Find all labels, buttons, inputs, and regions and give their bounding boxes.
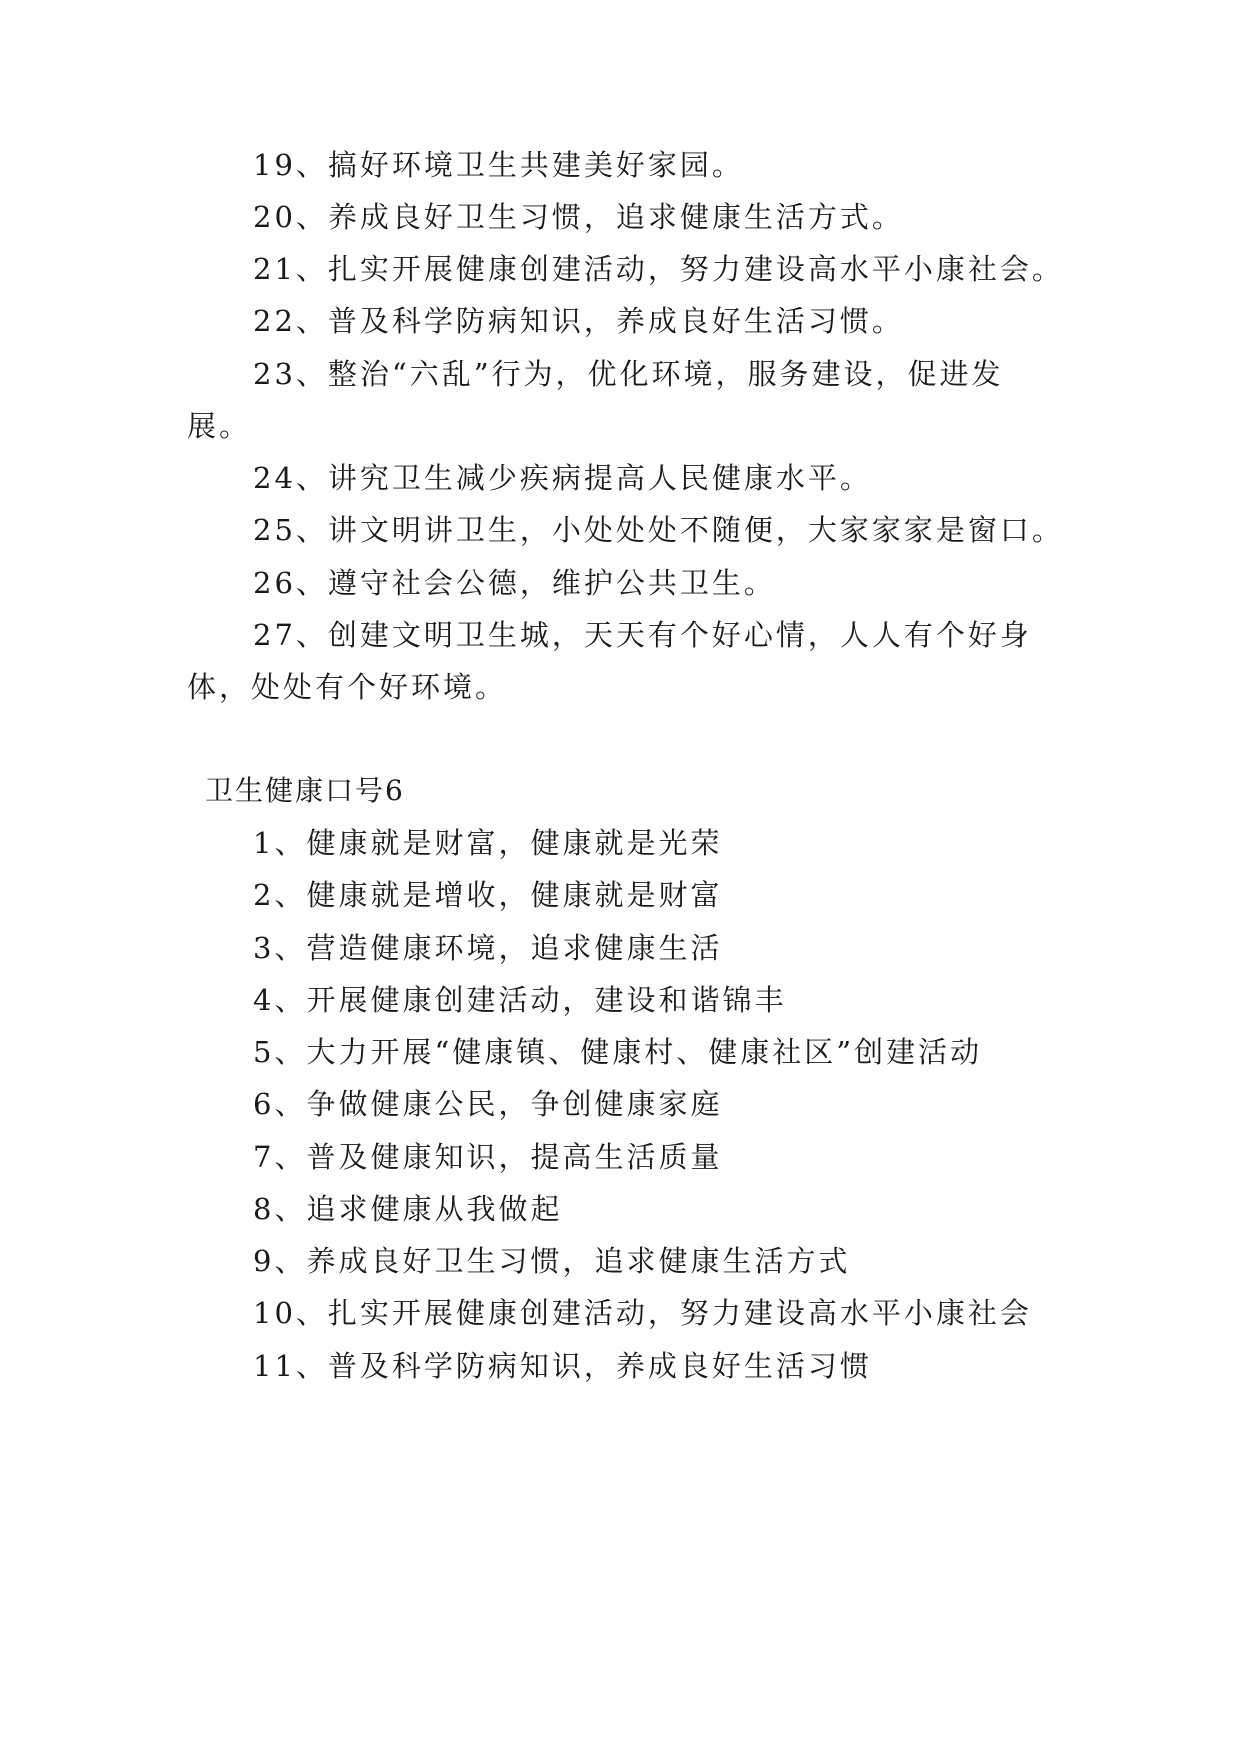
slogan-line: 19、搞好环境卫生共建美好家园。 bbox=[253, 148, 744, 182]
slogan-line: 27、创建文明卫生城，天天有个好心情，人人有个好身 bbox=[253, 618, 1032, 652]
slogan-line: 21、扎实开展健康创建活动，努力建设高水平小康社会。 bbox=[253, 252, 1064, 286]
slogan-line-continuation: 体，处处有个好环境。 bbox=[187, 670, 508, 704]
slogan-line: 2、健康就是增收，健康就是财富 bbox=[253, 878, 723, 912]
slogan-line: 20、养成良好卫生习惯，追求健康生活方式。 bbox=[253, 200, 904, 234]
slogan-line: 9、养成良好卫生习惯，追求健康生活方式 bbox=[253, 1244, 851, 1278]
slogan-line: 10、扎实开展健康创建活动，努力建设高水平小康社会 bbox=[253, 1296, 1032, 1330]
slogan-line: 5、大力开展“健康镇、健康村、健康社区”创建活动 bbox=[253, 1035, 983, 1069]
slogan-line: 3、营造健康环境，追求健康生活 bbox=[253, 931, 723, 965]
slogan-line: 7、普及健康知识，提高生活质量 bbox=[253, 1140, 723, 1174]
slogan-line: 11、普及科学防病知识，养成良好生活习惯 bbox=[253, 1349, 872, 1383]
slogan-line: 6、争做健康公民，争创健康家庭 bbox=[253, 1087, 723, 1121]
slogan-line-continuation: 展。 bbox=[187, 409, 252, 443]
slogan-line: 23、整治“六乱”行为，优化环境，服务建设，促进发 bbox=[253, 357, 1004, 391]
slogan-line: 26、遵守社会公德，维护公共卫生。 bbox=[253, 566, 776, 600]
section-heading: 卫生健康口号6 bbox=[205, 774, 405, 807]
slogan-line: 1、健康就是财富，健康就是光荣 bbox=[253, 826, 723, 860]
slogan-line: 4、开展健康创建活动，建设和谐锦丰 bbox=[253, 983, 787, 1017]
slogan-line: 8、追求健康从我做起 bbox=[253, 1192, 563, 1226]
slogan-line: 24、讲究卫生减少疾病提高人民健康水平。 bbox=[253, 461, 872, 495]
slogan-line: 22、普及科学防病知识，养成良好生活习惯。 bbox=[253, 304, 904, 338]
slogan-line: 25、讲文明讲卫生，小处处处不随便，大家家家是窗口。 bbox=[253, 513, 1064, 547]
